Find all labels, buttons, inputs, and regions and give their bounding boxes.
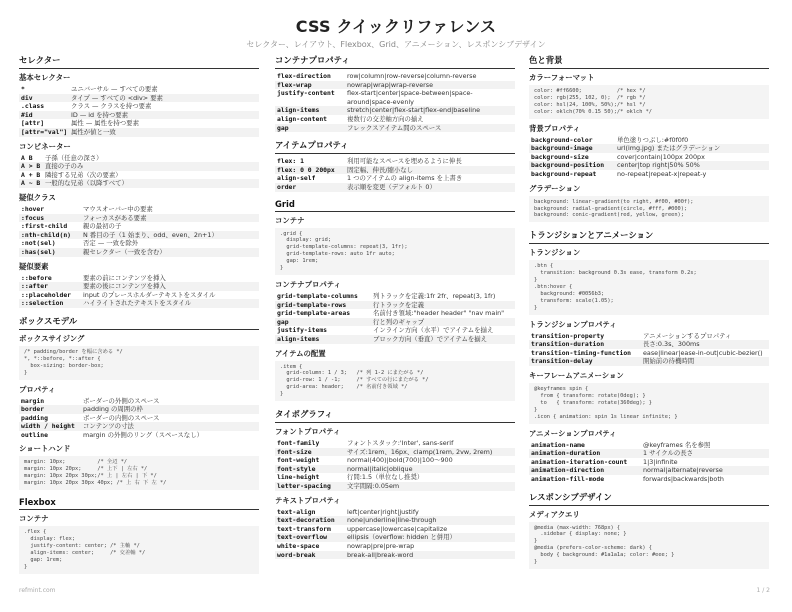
row-description: normal|alternate|reverse — [643, 466, 723, 475]
row-key: transition-delay — [531, 357, 593, 366]
reference-row — [19, 162, 259, 171]
reference-row — [275, 456, 515, 465]
code-block: .btn { transition: background 0.3s ease, transform 0.2s; } .btn:hover { background: #0056b3; transform: scale(1.05); } — [529, 260, 769, 314]
row-description: アニメーションするプロパティ — [643, 331, 732, 340]
row-description: 親セレクター（一致を含む） — [83, 247, 166, 256]
subsection-title: トランジション — [529, 248, 581, 258]
row-description: left|center|right|justify — [347, 507, 419, 516]
column-2 — [275, 54, 515, 566]
reference-row — [19, 94, 259, 103]
subsection-title: アイテムの配置 — [275, 348, 326, 358]
row-description: 属性が値と一致 — [71, 127, 116, 136]
section — [529, 229, 769, 483]
subsection — [275, 72, 515, 132]
row-description: 行トラックを定義 — [373, 300, 424, 309]
section-title: レスポンシブデザイン — [529, 491, 769, 506]
row-key: background-repeat — [531, 170, 597, 178]
row-description: @keyframes 名を参照 — [643, 440, 711, 449]
row-description: 長さ:0.3s、300ms — [643, 340, 700, 349]
row-key: text-transform — [277, 524, 331, 533]
reference-row — [19, 119, 259, 128]
subsection-title: テキストプロパティ — [275, 495, 341, 505]
reference-row — [19, 179, 259, 188]
subsection — [275, 157, 515, 191]
row-key: flex-direction — [277, 72, 331, 80]
reference-row — [19, 405, 259, 414]
row-key: A ~ B — [21, 179, 41, 188]
reference-row — [529, 475, 769, 484]
row-description: ellipsis（overflow: hidden と併用） — [347, 533, 456, 542]
row-key: animation-fill-mode — [531, 474, 605, 483]
reference-row — [275, 81, 515, 90]
row-description: stretch|center|flex-start|flex-end|baseline — [347, 106, 481, 115]
row-description: 利用可能なスペースを埋めるように伸長 — [347, 157, 462, 166]
row-key: align-items — [277, 334, 320, 343]
section — [19, 497, 259, 573]
row-description: 子孫（任意の深さ） — [45, 153, 103, 162]
subsection — [275, 348, 515, 402]
row-key: grid-template-areas — [277, 309, 351, 318]
row-key: * — [21, 85, 25, 93]
subsection-title: コンテナ — [19, 514, 49, 524]
subsection — [19, 443, 259, 490]
row-description: input のプレースホルダーテキストをスタイル — [83, 290, 216, 299]
subsection — [275, 495, 515, 560]
row-key: text-overflow — [277, 533, 328, 542]
row-key: grid-template-rows — [277, 300, 347, 309]
code-block: /* padding/border を幅に含める */ *, *::before, *::after { box-sizing: border-box; } — [19, 346, 259, 380]
reference-row — [19, 422, 259, 431]
subsection — [19, 72, 259, 137]
section-title: 色と背景 — [529, 54, 769, 69]
reference-row — [275, 439, 515, 448]
row-key: ::selection — [21, 299, 64, 308]
subsection — [529, 509, 769, 569]
reference-row — [529, 466, 769, 475]
row-key: justify-items — [277, 326, 328, 335]
reference-row — [275, 542, 515, 551]
row-key: gap — [277, 317, 289, 326]
row-key: font-size — [277, 447, 312, 456]
row-key: :not(sel) — [21, 239, 56, 248]
section-title: コンテナプロパティ — [275, 54, 515, 69]
row-key: flex: 1 — [277, 157, 304, 166]
code-block: background: linear-gradient(to right, #f00, #00f); background: radial-gradient(circle, #fff, #000); background: conic-gradient(red, yellow, green); — [529, 196, 769, 223]
reference-row — [19, 239, 259, 248]
reference-row — [19, 291, 259, 300]
reference-row — [19, 231, 259, 240]
subsection-title: プロパティ — [19, 384, 56, 394]
row-description: 行間:1.5（単位なし推奨） — [347, 473, 424, 482]
row-description: uppercase|lowercase|capitalize — [347, 524, 448, 533]
row-key: white-space — [277, 542, 320, 550]
subsection — [19, 141, 259, 188]
row-description: 1 サイクルの長さ — [643, 449, 694, 458]
reference-row — [275, 309, 515, 318]
subsection — [275, 215, 515, 275]
subsection — [529, 370, 769, 424]
row-description: cover|contain|100px 200px — [617, 152, 705, 161]
row-description: N 番目の子（1 始まり、odd、even、2n+1） — [83, 230, 218, 239]
row-description: ハイライトされたテキストをスタイル — [83, 299, 192, 308]
row-description: 列トラックを定義:1fr 2fr、repeat(3, 1fr) — [373, 291, 496, 300]
subsection-title: ショートハンド — [19, 444, 71, 454]
row-description: マウスオーバー中の要素 — [83, 204, 153, 213]
row-description: インライン方向（水平）でアイテムを揃え — [373, 326, 494, 335]
column-3 — [529, 54, 769, 576]
row-key: transition-duration — [531, 340, 605, 349]
subsection-title: 疑似要素 — [19, 261, 49, 271]
row-key: animation-direction — [531, 466, 605, 475]
subsection — [19, 192, 259, 257]
reference-row — [275, 174, 515, 183]
row-key: animation-name — [531, 440, 585, 449]
subsection-title: コンビネーター — [19, 141, 71, 151]
row-key: flex: 0 0 200px — [277, 165, 335, 174]
row-description: row|column|row-reverse|column-reverse — [347, 72, 477, 80]
subsection — [529, 428, 769, 484]
row-description: 隣接する兄弟（次の要素） — [45, 170, 122, 179]
row-description: 固定幅、伸長/縮小なし — [347, 165, 414, 174]
row-description: ブロック方向（垂直）でアイテムを揃え — [373, 334, 488, 343]
row-key: width / height — [21, 422, 75, 431]
reference-row — [19, 248, 259, 257]
row-description: ボーダーの外側のスペース — [83, 396, 160, 405]
subsection — [529, 183, 769, 223]
row-description: ユニバーサル — すべての要素 — [71, 85, 158, 93]
section-title: Grid — [275, 199, 515, 212]
row-description: 1|3|infinite — [643, 457, 678, 466]
reference-row — [19, 222, 259, 231]
row-description: padding の周囲の枠 — [83, 405, 143, 414]
row-key: A B — [21, 153, 33, 162]
row-key: :hover — [21, 204, 45, 213]
row-key: background-image — [531, 144, 593, 153]
reference-row — [529, 144, 769, 153]
row-description: フォーカスがある要素 — [83, 213, 147, 222]
row-key: margin — [21, 396, 45, 405]
row-key: background-size — [531, 152, 589, 161]
row-key: justify-content — [277, 89, 335, 98]
code-block: .item { grid-column: 1 / 3; /* 列 1-2 にまたがる */ grid-row: 1 / -1; /* すべての行にまたがる */ grid-area: header; /* 名前付き領域 */ } — [275, 361, 515, 402]
footer-page-number: 1 / 2 — [756, 587, 770, 594]
reference-row — [275, 183, 515, 192]
row-description: forwards|backwards|both — [643, 474, 724, 483]
reference-row — [275, 533, 515, 542]
subsection-title: メディアクエリ — [529, 509, 580, 519]
row-description: margin の外側のリング（スペースなし） — [83, 430, 203, 439]
subsection-title: グラデーション — [529, 183, 581, 193]
subsection — [19, 513, 259, 573]
code-block: margin: 10px; /* 全辺 */ margin: 10px 20px; /* 上下 | 左右 */ margin: 10px 20px 30px;/* 上 | 左右 | 下 */ margin: 10px 20px 30px 40px; /* 上 右 下 左 */ — [19, 456, 259, 490]
reference-row — [275, 551, 515, 560]
reference-row — [529, 332, 769, 341]
reference-row — [275, 292, 515, 301]
row-description: タイプ — すべての <div> 要素 — [71, 93, 163, 102]
section — [275, 139, 515, 191]
reference-row — [19, 205, 259, 214]
row-description: 開始前の待機時間 — [643, 357, 695, 366]
row-description: no-repeat|repeat-x|repeat-y — [617, 170, 707, 178]
section — [275, 199, 515, 402]
page-subtitle: セレクター、レイアウト、Flexbox、Grid、アニメーション、レスポンシブデザイン — [246, 40, 546, 49]
section — [529, 491, 769, 569]
row-description: 行と列のギャップ — [373, 317, 425, 326]
reference-row — [529, 340, 769, 349]
row-key: align-items — [277, 106, 320, 115]
reference-row — [19, 397, 259, 406]
subsection — [19, 384, 259, 440]
row-key: A + B — [21, 170, 41, 179]
reference-row — [529, 449, 769, 458]
row-description: none|underline|line-through — [347, 516, 437, 525]
row-description: 複数行の交差軸方向の揃え — [347, 114, 424, 123]
reference-row — [529, 357, 769, 366]
reference-row — [19, 128, 259, 137]
reference-row — [275, 482, 515, 491]
section-title: ボックスモデル — [19, 315, 259, 330]
code-block: @keyframes spin { from { transform: rotate(0deg); } to { transform: rotate(360deg); } } .icon { animation: spin 1s linear infinite; } — [529, 383, 769, 424]
row-key: div — [21, 93, 33, 102]
row-key: grid-template-columns — [277, 291, 358, 300]
reference-row — [19, 111, 259, 120]
row-key: ::before — [21, 273, 52, 282]
row-key: animation-iteration-count — [531, 457, 628, 466]
row-key: line-height — [277, 473, 320, 482]
reference-row — [19, 282, 259, 291]
row-key: .class — [21, 102, 45, 111]
reference-row — [529, 153, 769, 162]
row-description: ease|linear|ease-in-out|cubic-bezier() — [643, 348, 763, 357]
section — [275, 408, 515, 559]
code-block: .grid { display: grid; grid-template-columns: repeat(3, 1fr); grid-template-rows: auto 1fr auto; gap: 1rem; } — [275, 228, 515, 275]
code-block: .flex { display: flex; justify-content: center; /* 主軸 */ align-items: center; /* 交差軸 */ gap: 1rem; } — [19, 526, 259, 573]
subsection-title: ボックスサイジング — [19, 333, 85, 343]
row-description: nowrap|wrap|wrap-reverse — [347, 80, 434, 89]
reference-row — [275, 106, 515, 115]
section-title: タイポグラフィ — [275, 408, 515, 423]
section — [19, 54, 259, 308]
reference-row — [275, 508, 515, 517]
reference-row — [275, 89, 515, 106]
reference-row — [19, 414, 259, 423]
reference-row — [275, 473, 515, 482]
row-description: 要素の前にコンテンツを挿入 — [83, 273, 166, 282]
reference-row — [19, 431, 259, 440]
reference-row — [19, 214, 259, 223]
reference-row — [19, 299, 259, 308]
row-description: フレックスアイテム間のスペース — [347, 123, 442, 132]
section-title: トランジションとアニメーション — [529, 229, 769, 244]
reference-row — [529, 136, 769, 145]
row-key: outline — [21, 430, 48, 439]
page-header — [0, 14, 792, 50]
row-description: normal(400)|bold(700)|100〜900 — [347, 456, 453, 465]
reference-row — [19, 274, 259, 283]
row-description: 一般的な兄弟（以降すべて） — [45, 179, 128, 188]
row-description: 直接の子のみ — [45, 162, 84, 171]
reference-row — [529, 458, 769, 467]
section — [19, 315, 259, 490]
subsection — [19, 261, 259, 308]
subsection-title: 疑似クラス — [19, 192, 56, 202]
row-description: ID — id を持つ要素 — [71, 110, 129, 119]
row-description: 属性 — 属性を持つ要素 — [71, 119, 139, 128]
row-description: break-all|break-word — [347, 550, 414, 559]
section-title: セレクター — [19, 54, 259, 69]
reference-row — [275, 335, 515, 344]
reference-row — [275, 516, 515, 525]
row-key: flex-wrap — [277, 80, 312, 89]
row-key: A > B — [21, 162, 41, 171]
reference-row — [19, 102, 259, 111]
code-block: @media (max-width: 768px) { .sidebar { display: none; } } @media (prefers-color-scheme: dark) { body { background: #1a1a1a; color: #eee; } } — [529, 522, 769, 569]
subsection-title: コンテナ — [275, 215, 305, 225]
row-key: transition-property — [531, 331, 605, 340]
page-title: CSS クイックリファレンス — [295, 17, 497, 36]
reference-row — [275, 301, 515, 310]
row-description: 名前付き領域:"header header" "nav main" — [373, 309, 505, 318]
section-title: アイテムプロパティ — [275, 139, 515, 154]
row-key: order — [277, 182, 297, 191]
reference-row — [19, 85, 259, 94]
row-key: animation-duration — [531, 449, 601, 458]
subsection — [275, 426, 515, 491]
row-key: :has(sel) — [21, 247, 56, 256]
subsection-title: カラーフォーマット — [529, 73, 595, 82]
row-key: text-align — [277, 507, 316, 516]
reference-row — [529, 441, 769, 450]
row-key: align-content — [277, 114, 328, 123]
row-key: :nth-child(n) — [21, 230, 72, 239]
row-description: コンテンツの寸法 — [83, 422, 134, 431]
row-description: nowrap|pre|pre-wrap — [347, 542, 415, 550]
row-key: font-weight — [277, 456, 320, 465]
row-key: word-break — [277, 550, 316, 559]
row-description: normal|italic|oblique — [347, 464, 413, 473]
row-description: 1 つのアイテムの align-items を上書き — [347, 174, 463, 183]
reference-row — [275, 448, 515, 457]
row-description: 親の最初の子 — [83, 222, 122, 231]
subsection-title: キーフレームアニメーション — [529, 371, 624, 381]
reference-row — [275, 326, 515, 335]
row-key: :focus — [21, 213, 45, 222]
row-description: 表示順を変更（デフォルト 0） — [347, 182, 436, 191]
row-key: gap — [277, 123, 289, 132]
row-key: font-family — [277, 439, 320, 448]
subsection — [529, 72, 769, 119]
row-key: [attr="val"] — [21, 127, 68, 136]
column-1 — [19, 54, 259, 581]
subsection — [19, 333, 259, 380]
row-description: 要素の後にコンテンツを挿入 — [83, 282, 166, 291]
reference-row — [529, 170, 769, 179]
row-description: フォントスタック:'Inter', sans-serif — [347, 439, 454, 448]
subsection — [275, 279, 515, 344]
reference-row — [275, 124, 515, 133]
row-key: align-self — [277, 174, 316, 183]
row-key: font-style — [277, 464, 316, 473]
reference-row — [275, 115, 515, 124]
row-description: 否定 — 一致を除外 — [83, 239, 139, 248]
row-key: transition-timing-function — [531, 348, 632, 357]
row-key: padding — [21, 413, 48, 422]
subsection — [529, 123, 769, 179]
row-description: サイズ:1rem、16px、clamp(1rem, 2vw, 2rem) — [347, 447, 493, 456]
row-key: ::after — [21, 282, 48, 291]
subsection-title: フォントプロパティ — [275, 427, 341, 437]
section-title: Flexbox — [19, 497, 259, 510]
footer-site: refmint.com — [19, 587, 56, 594]
reference-row — [19, 154, 259, 163]
row-key: letter-spacing — [277, 482, 331, 491]
row-description: url(img.jpg) またはグラデーション — [617, 144, 721, 153]
subsection-title: コンテナプロパティ — [275, 279, 341, 289]
row-key: background-color — [531, 135, 593, 144]
code-block: color: #ff6600; /* hex */ color: rgb(255, 102, 0); /* rgb */ color: hsl(24, 100%, 50%);/* hsl */ color: oklch(70% 0.15 50);/* oklch */ — [529, 85, 769, 119]
row-description: クラス — クラスを持つ要素 — [71, 102, 152, 111]
subsection-title: アニメーションプロパティ — [529, 428, 617, 438]
row-key: ::placeholder — [21, 290, 72, 299]
section — [529, 54, 769, 222]
subsection — [529, 247, 769, 314]
row-key: [attr] — [21, 119, 45, 128]
row-key: #id — [21, 110, 33, 119]
row-key: border — [21, 405, 45, 414]
row-description: flex-start|center|space-between|space-around|space-evenly — [347, 89, 473, 106]
row-description: center|top right|50% 50% — [617, 161, 700, 170]
subsection-title: 背景プロパティ — [529, 123, 581, 133]
row-description: 文字間隔:0.05em — [347, 482, 400, 491]
reference-row — [529, 161, 769, 170]
row-key: text-decoration — [277, 516, 335, 525]
row-description: 単色塗りつぶし:#f0f0f0 — [617, 135, 689, 144]
subsection-title: トランジションプロパティ — [529, 319, 617, 329]
row-description: ボーダーの内側のスペース — [83, 413, 160, 422]
reference-row — [275, 157, 515, 166]
subsection-title: 基本セレクター — [19, 73, 71, 82]
section — [275, 54, 515, 132]
reference-row — [275, 72, 515, 81]
row-key: :first-child — [21, 222, 68, 231]
subsection — [529, 319, 769, 366]
row-key: background-position — [531, 161, 605, 170]
